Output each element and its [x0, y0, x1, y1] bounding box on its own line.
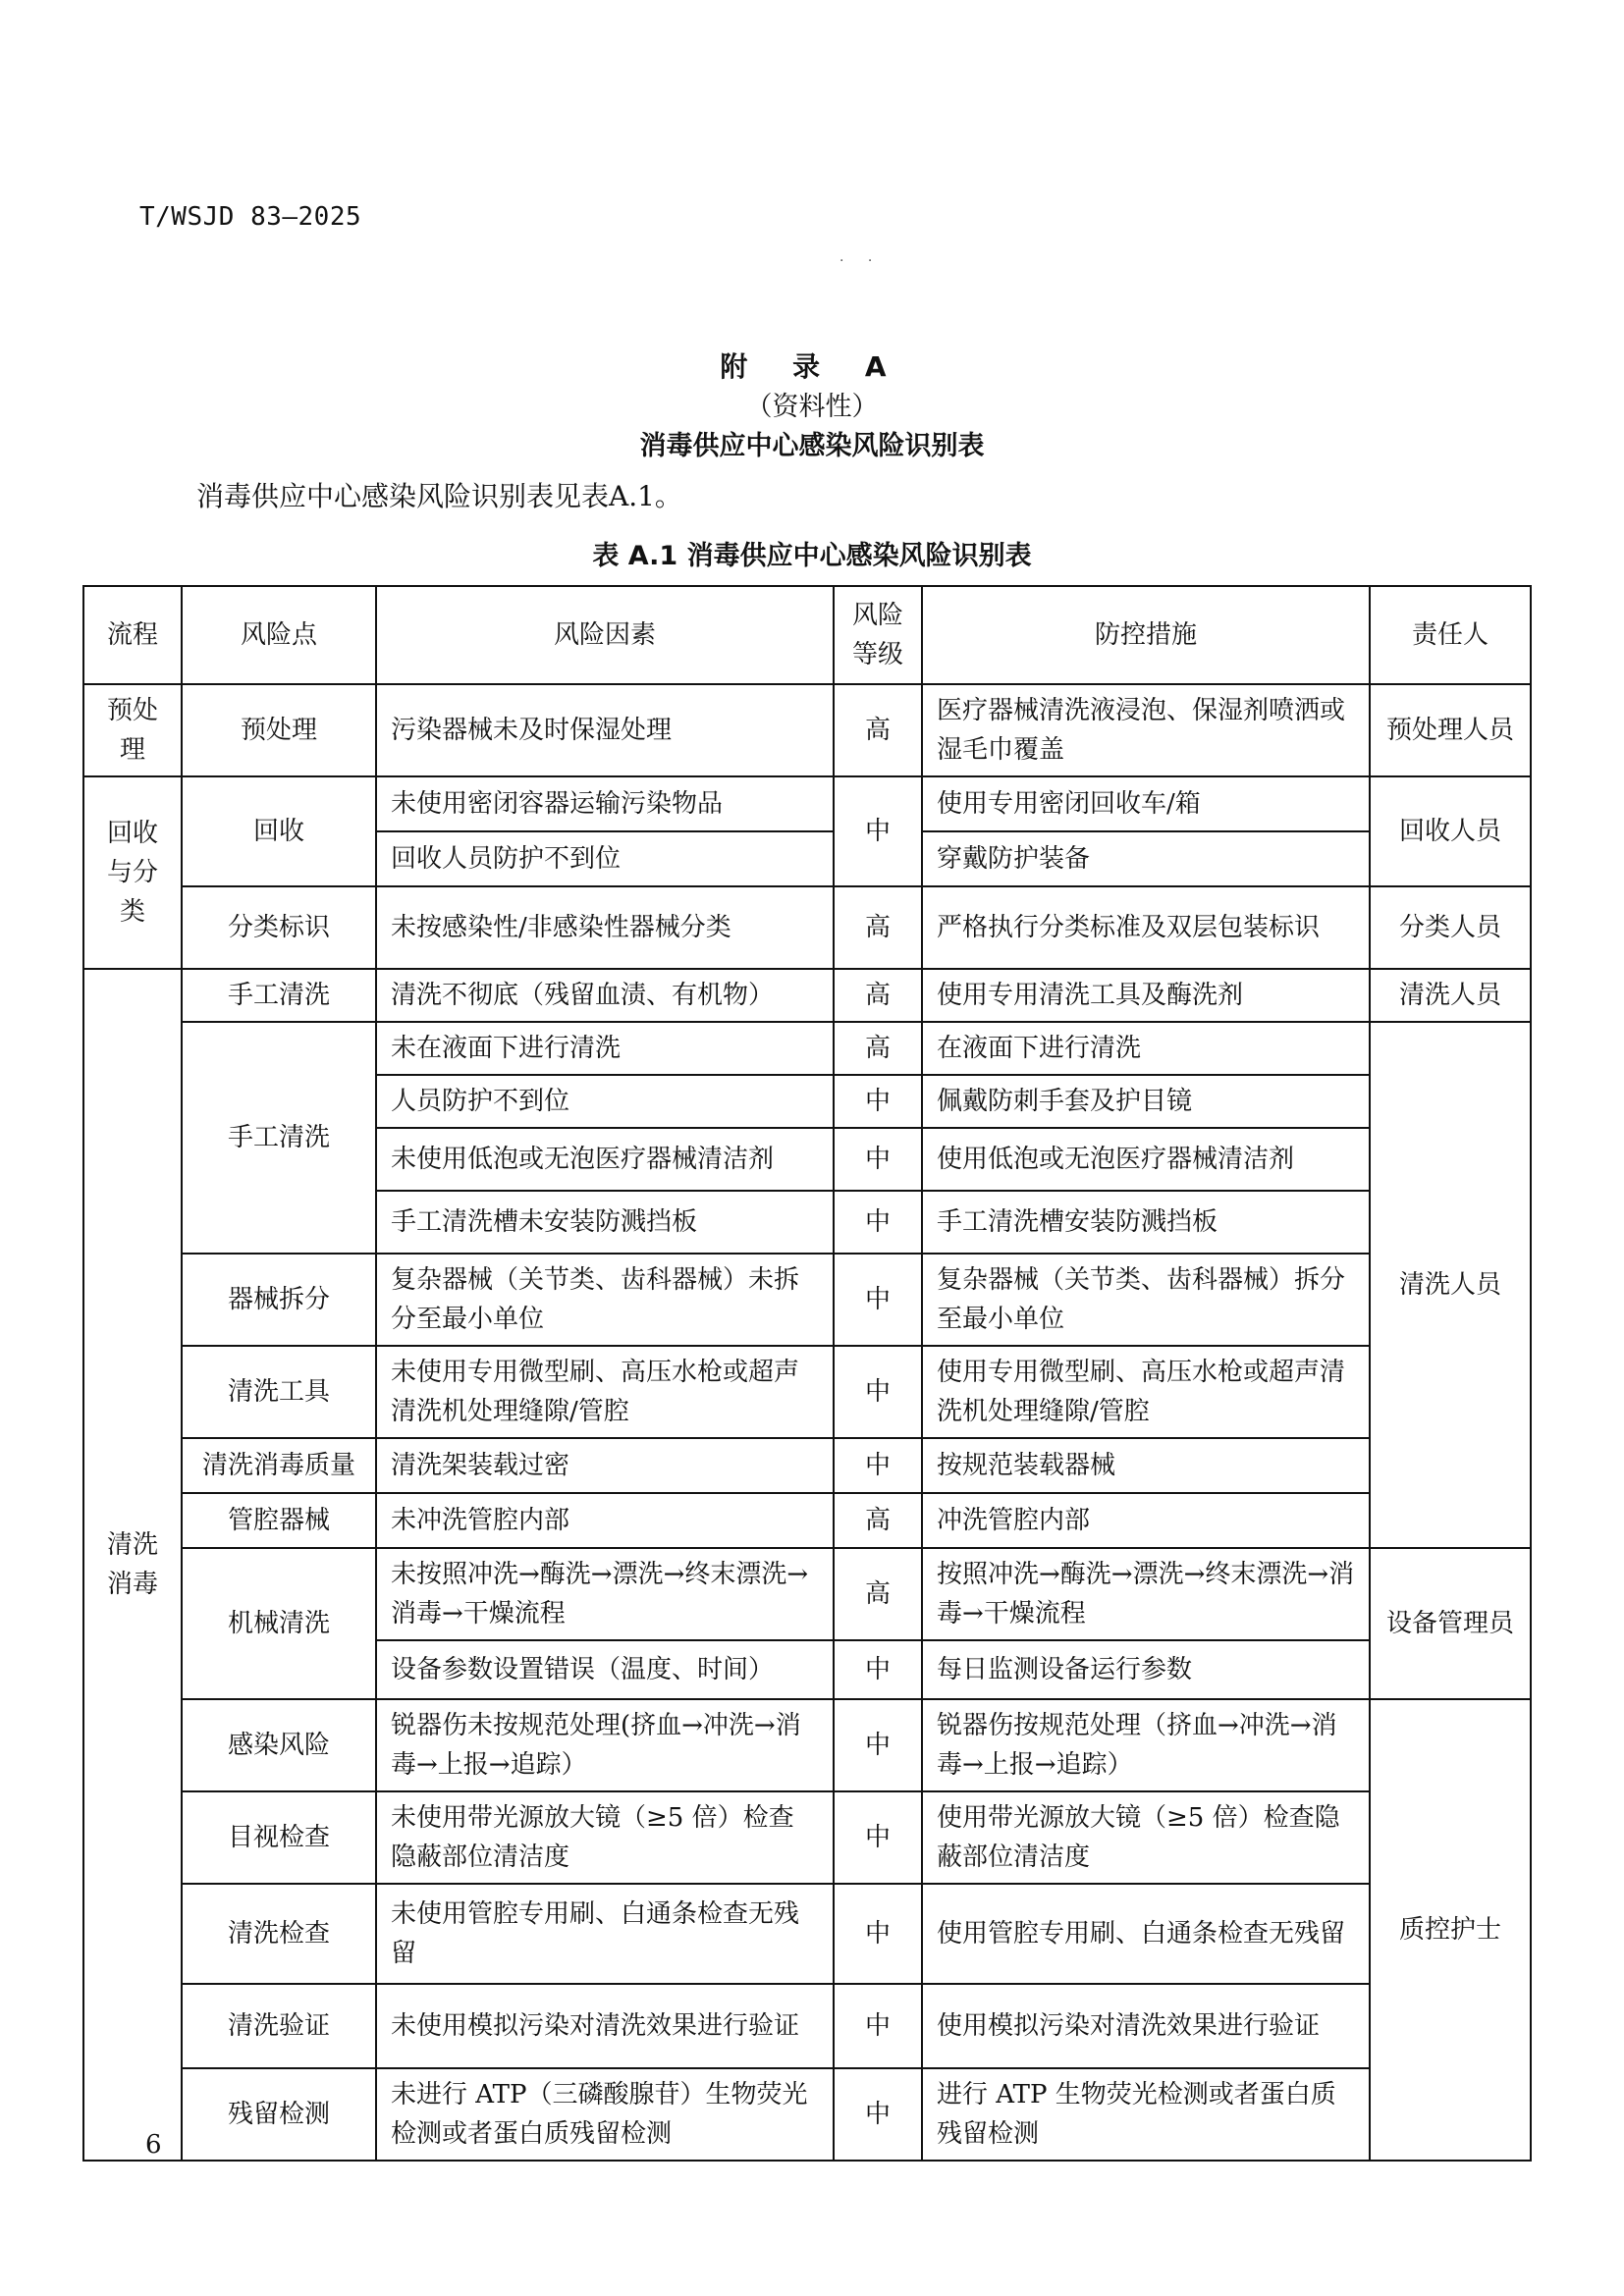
appendix-name: 消毒供应中心感染风险识别表	[639, 431, 985, 461]
risk-point-cell: 清洗验证	[182, 1984, 376, 2068]
process-cell: 回收与分类	[83, 776, 182, 969]
table-row	[83, 886, 1531, 969]
table-row	[83, 2068, 1531, 2161]
risk-level-cell: 中	[834, 1191, 922, 1254]
measure-cell: 穿戴防护装备	[922, 831, 1370, 886]
risk-factor-cell: 清洗不彻底（残留血渍、有机物）	[376, 969, 834, 1022]
measure-cell: 使用专用密闭回收车/箱	[922, 776, 1370, 831]
responsible-cell: 回收人员	[1370, 776, 1531, 886]
measure-cell: 医疗器械清洗液浸泡、保湿剂喷洒或湿毛巾覆盖	[922, 684, 1370, 776]
risk-factor-cell: 污染器械未及时保湿处理	[376, 684, 834, 776]
risk-factor-cell: 未使用管腔专用刷、白通条检查无残留	[376, 1884, 834, 1984]
risk-point-cell: 回收	[182, 776, 376, 886]
risk-point-cell: 手工清洗	[182, 969, 376, 1022]
risk-level-cell: 中	[834, 1984, 922, 2068]
risk-point-cell: 残留检测	[182, 2068, 376, 2161]
intro-paragraph: 消毒供应中心感染风险识别表见表A.1。	[196, 480, 682, 512]
table-row	[83, 1984, 1531, 2068]
measure-cell: 进行 ATP 生物荧光检测或者蛋白质残留检测	[922, 2068, 1370, 2161]
risk-factor-cell: 人员防护不到位	[376, 1075, 834, 1128]
risk-level-cell: 高	[834, 1493, 922, 1548]
measure-cell: 冲洗管腔内部	[922, 1493, 1370, 1548]
risk-level-cell: 中	[834, 1254, 922, 1346]
table-header-row	[83, 586, 1531, 684]
table-row	[83, 1791, 1531, 1884]
risk-point-cell: 目视检查	[182, 1791, 376, 1884]
risk-level-cell: 高	[834, 684, 922, 776]
risk-level-cell: 高	[834, 886, 922, 969]
responsible-cell: 质控护士	[1370, 1699, 1531, 2161]
measure-cell: 使用管腔专用刷、白通条检查无残留	[922, 1884, 1370, 1984]
measure-cell: 使用低泡或无泡医疗器械清洁剂	[922, 1128, 1370, 1191]
table-row	[83, 776, 1531, 831]
risk-factor-cell: 清洗架装载过密	[376, 1438, 834, 1493]
measure-cell: 按照冲洗→酶洗→漂洗→终末漂洗→消毒→干燥流程	[922, 1548, 1370, 1640]
risk-point-cell: 清洗工具	[182, 1346, 376, 1438]
risk-level-cell: 中	[834, 1699, 922, 1791]
risk-factor-cell: 未使用模拟污染对清洗效果进行验证	[376, 1984, 834, 2068]
table-row	[83, 1699, 1531, 1791]
risk-factor-cell: 未使用带光源放大镜（≥5 倍）检查隐蔽部位清洁度	[376, 1791, 834, 1884]
responsible-cell: 清洗人员	[1370, 969, 1531, 1022]
risk-factor-cell: 未按照冲洗→酶洗→漂洗→终末漂洗→消毒→干燥流程	[376, 1548, 834, 1640]
risk-point-cell: 手工清洗	[182, 1022, 376, 1254]
table-row	[83, 1254, 1531, 1346]
table-row	[83, 1548, 1531, 1640]
measure-cell: 使用专用清洗工具及酶洗剂	[922, 969, 1370, 1022]
risk-factor-cell: 未冲洗管腔内部	[376, 1493, 834, 1548]
measure-cell: 使用专用微型刷、高压水枪或超声清洗机处理缝隙/管腔	[922, 1346, 1370, 1438]
risk-level-cell: 中	[834, 776, 922, 886]
header-process: 流程	[83, 586, 182, 684]
process-cell: 预处理	[83, 684, 182, 776]
responsible-cell: 分类人员	[1370, 886, 1531, 969]
measure-cell: 每日监测设备运行参数	[922, 1640, 1370, 1699]
table-row	[83, 1884, 1531, 1984]
risk-level-cell: 中	[834, 1438, 922, 1493]
risk-factor-cell: 回收人员防护不到位	[376, 831, 834, 886]
table-row	[83, 1346, 1531, 1438]
risk-factor-cell: 未按感染性/非感染性器械分类	[376, 886, 834, 969]
header-responsible: 责任人	[1370, 586, 1531, 684]
risk-point-cell: 分类标识	[182, 886, 376, 969]
measure-cell: 严格执行分类标准及双层包装标识	[922, 886, 1370, 969]
risk-factor-cell: 未使用低泡或无泡医疗器械清洁剂	[376, 1128, 834, 1191]
header-risk-level: 风险等级	[834, 586, 922, 684]
measure-cell: 复杂器械（关节类、齿科器械）拆分至最小单位	[922, 1254, 1370, 1346]
responsible-cell: 预处理人员	[1370, 684, 1531, 776]
risk-point-cell: 清洗消毒质量	[182, 1438, 376, 1493]
risk-factor-cell: 复杂器械（关节类、齿科器械）未拆分至最小单位	[376, 1254, 834, 1346]
risk-point-cell: 机械清洗	[182, 1548, 376, 1699]
risk-level-cell: 中	[834, 1128, 922, 1191]
appendix-title: 附 录 A	[720, 350, 904, 383]
risk-level-cell: 中	[834, 2068, 922, 2161]
table-row	[83, 1022, 1531, 1075]
process-cell: 清洗消毒	[83, 969, 182, 2161]
risk-factor-cell: 设备参数设置错误（温度、时间）	[376, 1640, 834, 1699]
risk-point-cell: 清洗检查	[182, 1884, 376, 1984]
header-risk-factor: 风险因素	[376, 586, 834, 684]
table-caption: 表 A.1 消毒供应中心感染风险识别表	[592, 541, 1032, 571]
measure-cell: 在液面下进行清洗	[922, 1022, 1370, 1075]
risk-factor-cell: 未进行 ATP（三磷酸腺苷）生物荧光检测或者蛋白质残留检测	[376, 2068, 834, 2161]
header-measures: 防控措施	[922, 586, 1370, 684]
risk-level-cell: 中	[834, 1346, 922, 1438]
risk-point-cell: 预处理	[182, 684, 376, 776]
risk-level-cell: 高	[834, 1022, 922, 1075]
risk-level-cell: 中	[834, 1884, 922, 1984]
risk-factor-cell: 未使用专用微型刷、高压水枪或超声清洗机处理缝隙/管腔	[376, 1346, 834, 1438]
measure-cell: 佩戴防刺手套及护目镜	[922, 1075, 1370, 1128]
risk-point-cell: 器械拆分	[182, 1254, 376, 1346]
risk-level-cell: 中	[834, 1640, 922, 1699]
page-number: 6	[145, 2130, 162, 2160]
measure-cell: 使用带光源放大镜（≥5 倍）检查隐蔽部位清洁度	[922, 1791, 1370, 1884]
risk-level-cell: 高	[834, 1548, 922, 1640]
header-dots: · ·	[839, 253, 883, 269]
table-row	[83, 1438, 1531, 1493]
responsible-cell: 清洗人员	[1370, 1022, 1531, 1548]
header-risk-point: 风险点	[182, 586, 376, 684]
risk-factor-cell: 锐器伤未按规范处理(挤血→冲洗→消毒→上报→追踪）	[376, 1699, 834, 1791]
risk-factor-cell: 未在液面下进行清洗	[376, 1022, 834, 1075]
risk-factor-cell: 未使用密闭容器运输污染物品	[376, 776, 834, 831]
table-row	[83, 969, 1531, 1022]
risk-level-cell: 中	[834, 1791, 922, 1884]
standard-code: T/WSJD 83—2025	[139, 202, 362, 232]
measure-cell: 锐器伤按规范处理（挤血→冲洗→消毒→上报→追踪）	[922, 1699, 1370, 1791]
risk-table	[82, 585, 1532, 2162]
risk-level-cell: 高	[834, 969, 922, 1022]
measure-cell: 使用模拟污染对清洗效果进行验证	[922, 1984, 1370, 2068]
measure-cell: 按规范装载器械	[922, 1438, 1370, 1493]
appendix-nature: （资料性）	[745, 392, 879, 422]
risk-factor-cell: 手工清洗槽未安装防溅挡板	[376, 1191, 834, 1254]
responsible-cell: 设备管理员	[1370, 1548, 1531, 1699]
table-row	[83, 684, 1531, 776]
risk-point-cell: 感染风险	[182, 1699, 376, 1791]
risk-point-cell: 管腔器械	[182, 1493, 376, 1548]
table-row	[83, 1493, 1531, 1548]
measure-cell: 手工清洗槽安装防溅挡板	[922, 1191, 1370, 1254]
risk-level-cell: 中	[834, 1075, 922, 1128]
